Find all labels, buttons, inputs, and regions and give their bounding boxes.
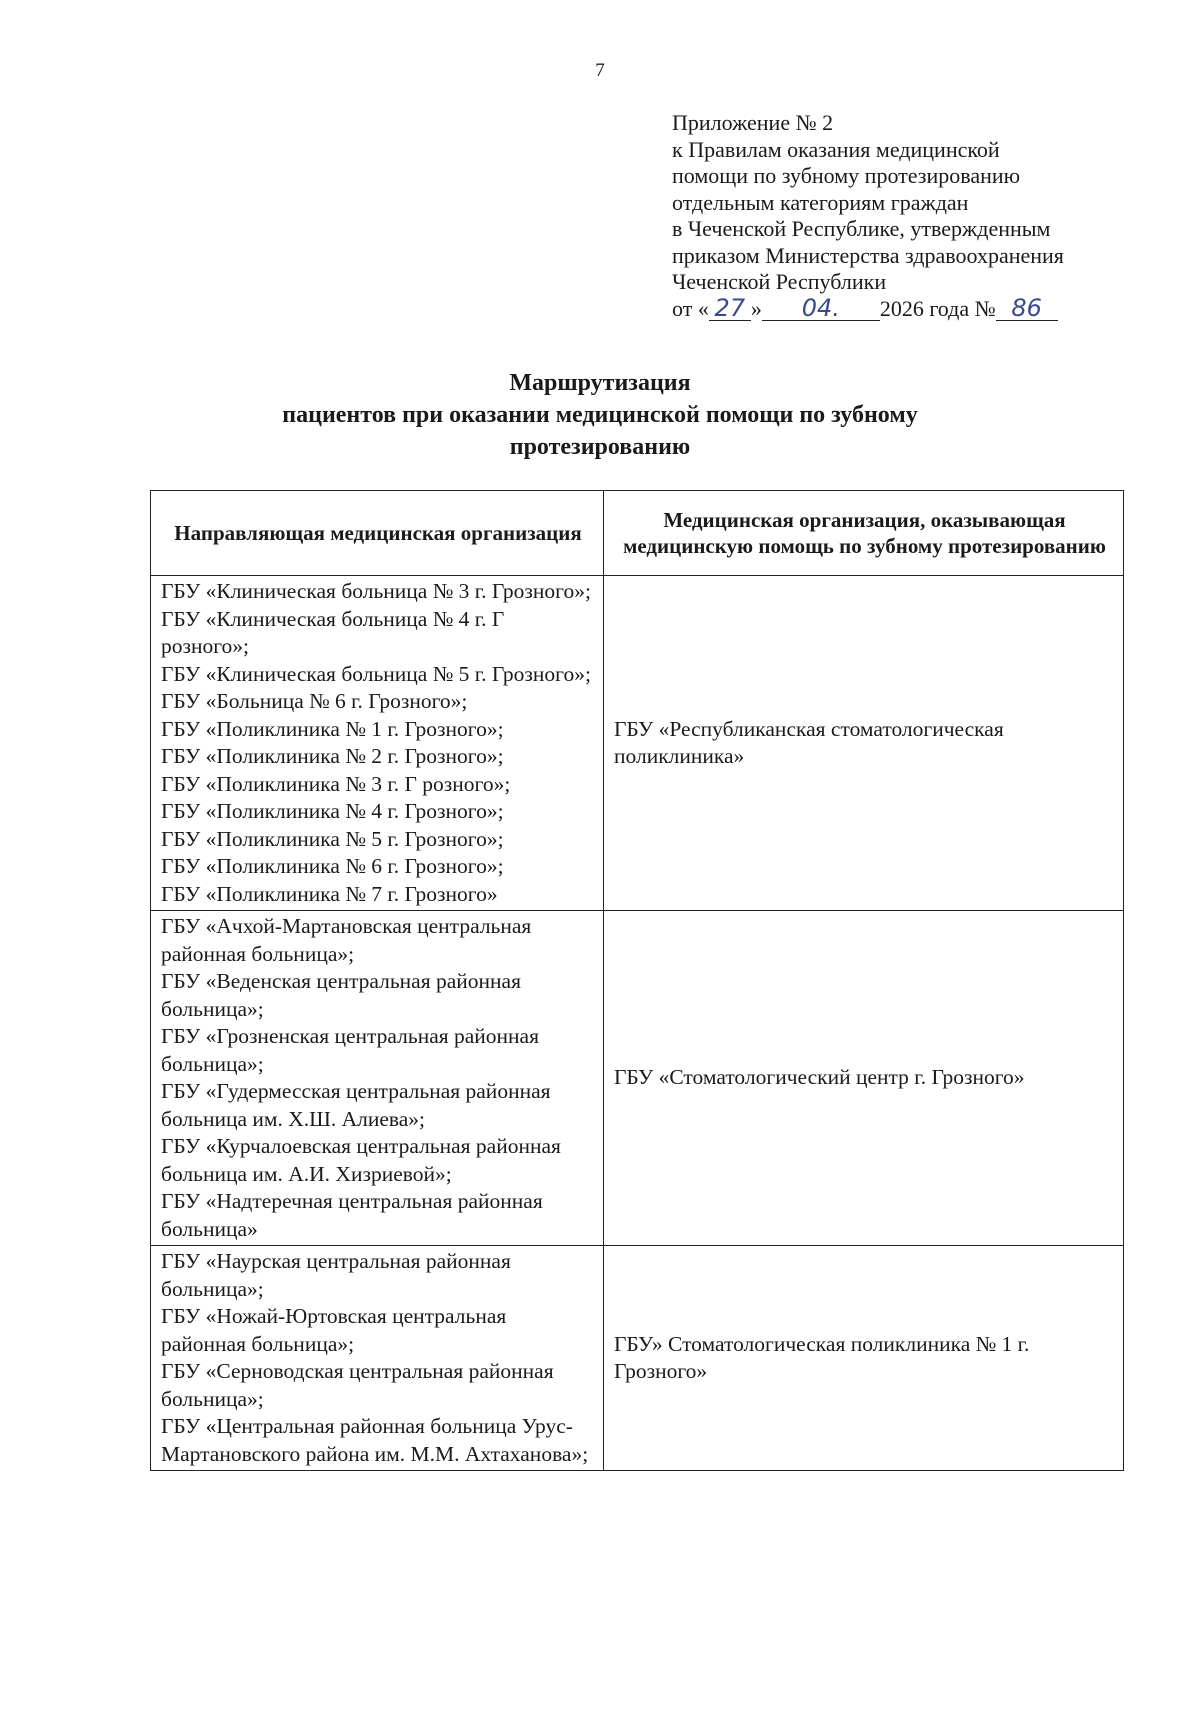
- handwritten-month: 04.: [762, 296, 880, 321]
- sending-organization: ГБУ «Клиническая больница № 3 г. Грозного»;: [161, 579, 591, 603]
- routing-table: [150, 490, 1124, 1471]
- sending-organization: ГБУ «Клиническая больница № 4 г. Г розного»;: [161, 606, 505, 658]
- sending-organization: ГБУ «Больница № 6 г. Грозного»;: [161, 689, 468, 713]
- sending-organizations-cell: [151, 1246, 604, 1471]
- sending-organizations-cell: [151, 911, 604, 1246]
- sending-organizations-cell: [151, 576, 604, 911]
- title-line: протезированию: [509, 434, 691, 460]
- document-title: [0, 367, 1200, 463]
- title-line: Маршрутизация: [509, 370, 691, 396]
- sending-organization: ГБУ «Поликлиника № 7 г. Грозного»: [161, 881, 498, 906]
- sending-organization: ГБУ «Серноводская центральная районная больница»;: [161, 1359, 554, 1411]
- sending-organization: ГБУ «Наурская центральная районная больница»;: [161, 1249, 511, 1301]
- handwritten-order-number: 86: [996, 296, 1058, 321]
- sending-organization: ГБУ «Курчалоевская центральная районная больница им. А.И. Хизриевой»;: [161, 1134, 561, 1186]
- sending-organization: ГБУ «Грозненская центральная районная больница»;: [161, 1024, 539, 1076]
- table-row: [151, 1246, 1124, 1471]
- sending-organization: ГБУ «Поликлиника № 5 г. Грозного»;: [161, 826, 504, 851]
- date-suffix: 2026 года №: [879, 295, 996, 321]
- sending-organization: ГБУ «Поликлиника № 4 г. Грозного»;: [161, 799, 504, 823]
- sending-organization: ГБУ «Поликлиника № 3 г. Г розного»;: [161, 771, 511, 796]
- table-row: [151, 576, 1124, 911]
- sending-organization: ГБУ «Ножай-Юртовская центральная районная больница»;: [161, 1304, 507, 1356]
- appendix-block: [672, 110, 1064, 322]
- sending-organization: ГБУ «Клиническая больница № 5 г. Грозного»;: [161, 661, 591, 686]
- handwritten-day: 27: [709, 296, 751, 321]
- sending-organization: ГБУ «Веденская центральная районная больница»;: [161, 969, 521, 1021]
- date-prefix: от «: [672, 295, 709, 321]
- sending-organization: ГБУ «Поликлиника № 1 г. Грозного»;: [161, 716, 504, 741]
- order-date-line: [672, 293, 1064, 323]
- title-line: пациентов при оказании медицинской помощи по зубному: [282, 402, 918, 428]
- sending-organization: ГБУ «Центральная районная больница Урус-Мартановского района им. М.М. Ахтаханова»;: [161, 1414, 589, 1466]
- sending-organization: ГБУ «Поликлиника № 2 г. Грозного»;: [161, 744, 504, 768]
- appendix-line: Чеченской Республики: [672, 269, 887, 294]
- sending-organization: ГБУ «Ачхой-Мартановская центральная районная больница»;: [161, 914, 532, 966]
- appendix-line: помощи по зубному протезированию: [672, 163, 1021, 188]
- receiving-organization-cell: ГБУ «Стоматологический центр г. Грозного»: [604, 911, 1124, 1246]
- table-row: [151, 911, 1124, 1246]
- receiving-organization-cell: ГБУ» Стоматологическая поликлиника № 1 г. Грозного»: [604, 1246, 1124, 1471]
- sending-organization: ГБУ «Поликлиника № 6 г. Грозного»;: [161, 854, 504, 878]
- sending-organization: ГБУ «Надтеречная центральная районная больница»: [161, 1189, 543, 1241]
- date-mid: »: [750, 295, 762, 321]
- header-sending-organization: Направляющая медицинская организация: [151, 491, 604, 576]
- table-header-row: [151, 491, 1124, 576]
- appendix-line: Приложение № 2: [672, 110, 834, 135]
- appendix-line: в Чеченской Республике, утвержденным: [672, 216, 1051, 241]
- appendix-line: к Правилам оказания медицинской: [672, 136, 1000, 162]
- page-number: 7: [595, 60, 605, 81]
- sending-organization: ГБУ «Гудермесская центральная районная больница им. Х.Ш. Алиева»;: [161, 1079, 551, 1131]
- appendix-line: приказом Министерства здравоохранения: [672, 242, 1064, 268]
- receiving-organization-cell: ГБУ «Республиканская стоматологическая поликлиника»: [604, 576, 1124, 911]
- appendix-line: отдельным категориям граждан: [672, 189, 969, 215]
- header-receiving-organization: Медицинская организация, оказывающая медицинскую помощь по зубному протезированию: [604, 491, 1124, 576]
